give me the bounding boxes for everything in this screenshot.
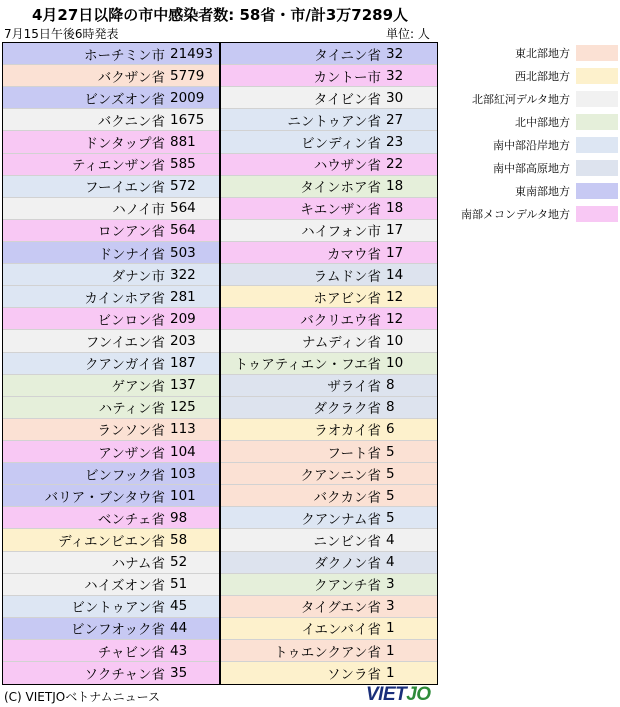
table-row <box>221 485 437 507</box>
case-count: 10 <box>386 355 404 372</box>
legend-swatch <box>576 68 618 84</box>
case-count: 8 <box>386 399 395 416</box>
table-row <box>3 220 219 242</box>
province-name: タイニン省 <box>314 47 381 64</box>
legend-item <box>448 158 618 178</box>
legend-item <box>448 43 618 63</box>
province-name: バクリエウ省 <box>300 312 381 329</box>
table-row <box>221 242 437 264</box>
province-name: カントー市 <box>313 69 381 86</box>
table-row <box>3 154 219 176</box>
table-row <box>3 109 219 131</box>
case-count: 5 <box>386 465 395 482</box>
legend-label: 東北部地方 <box>515 47 570 60</box>
table-row <box>3 662 219 684</box>
vietjo-logo <box>366 684 442 706</box>
province-name: ナムディン省 <box>302 334 381 351</box>
case-count: 503 <box>170 244 196 261</box>
table-row <box>221 308 437 330</box>
unit-label: 単位: 人 <box>386 27 430 41</box>
case-count: 3 <box>386 598 395 615</box>
case-count: 21493 <box>170 45 213 62</box>
case-count: 51 <box>170 576 188 593</box>
logo-accent-text: JO <box>406 684 431 705</box>
province-name: ビントゥアン省 <box>71 600 165 617</box>
table-row <box>221 662 437 684</box>
table-row <box>3 507 219 529</box>
table-row <box>3 419 219 441</box>
copyright-notice: (C) VIETJOベトナムニュース <box>4 690 161 704</box>
province-name: トゥエンクアン省 <box>274 644 381 661</box>
table-row <box>3 87 219 109</box>
case-count: 10 <box>386 332 404 349</box>
table-row <box>3 596 219 618</box>
case-count: 125 <box>170 399 196 416</box>
case-count: 32 <box>386 45 404 62</box>
case-count: 564 <box>170 222 196 239</box>
province-name: ラオカイ省 <box>314 423 381 440</box>
province-name: ドンタップ省 <box>84 135 165 152</box>
logo-main-text: VIET <box>366 684 407 705</box>
case-count: 43 <box>170 642 188 659</box>
legend-swatch <box>576 91 618 107</box>
case-count: 12 <box>386 310 404 327</box>
table-row <box>3 552 219 574</box>
case-count: 4 <box>386 531 395 548</box>
table-row <box>3 176 219 198</box>
legend-item <box>448 89 618 109</box>
province-name: カインホア省 <box>84 290 165 307</box>
case-count: 203 <box>170 332 196 349</box>
table-row <box>3 198 219 220</box>
table-row <box>221 154 437 176</box>
legend-item <box>448 204 618 224</box>
case-count: 209 <box>170 310 196 327</box>
table-row <box>221 463 437 485</box>
province-name: ハナム省 <box>111 556 165 573</box>
province-name: フンイエン省 <box>85 334 165 351</box>
case-count: 1 <box>386 642 395 659</box>
province-name: ロンアン省 <box>98 224 165 241</box>
province-name: クアンガイ省 <box>84 357 165 374</box>
case-count: 137 <box>170 377 196 394</box>
case-count: 5 <box>386 509 395 526</box>
province-name: ビンロン省 <box>97 312 165 329</box>
table-column-left <box>3 43 221 684</box>
case-count: 45 <box>170 598 188 615</box>
province-name: ソンラ省 <box>327 667 381 684</box>
legend-label: 西北部地方 <box>515 69 570 83</box>
table-row <box>3 308 219 330</box>
case-count-table <box>2 42 438 685</box>
table-row <box>3 463 219 485</box>
case-count: 22 <box>386 156 404 173</box>
province-name: ハイフォン市 <box>301 224 381 241</box>
legend-label: 南中部沿岸地方 <box>493 139 570 152</box>
case-count: 3 <box>386 576 395 593</box>
province-name: ニントゥアン省 <box>287 113 381 130</box>
case-count: 104 <box>170 443 196 460</box>
table-row <box>3 574 219 596</box>
table-row <box>3 131 219 153</box>
legend-item <box>448 181 618 201</box>
province-name: チャビン省 <box>97 644 165 661</box>
page-title: 4月27日以降の市中感染者数: 58省・市/計3万7289人 <box>31 6 409 24</box>
case-count: 281 <box>170 288 196 305</box>
table-row <box>3 397 219 419</box>
table-row <box>221 220 437 242</box>
case-count: 572 <box>170 178 196 195</box>
table-row <box>221 640 437 662</box>
province-name: ゲアン省 <box>111 379 165 396</box>
province-name: ソクチャン省 <box>84 667 165 684</box>
province-name: ハウザン省 <box>313 158 381 175</box>
case-count: 1 <box>386 665 395 682</box>
case-count: 18 <box>386 178 404 195</box>
legend-label: 北中部地方 <box>515 115 570 129</box>
legend-label: 南中部高原地方 <box>493 161 570 175</box>
case-count: 58 <box>170 531 188 548</box>
table-row <box>221 264 437 286</box>
case-count: 564 <box>170 200 196 217</box>
table-row <box>3 65 219 87</box>
province-name: フーイエン省 <box>84 180 165 197</box>
table-row <box>221 507 437 529</box>
case-count: 27 <box>386 111 404 128</box>
case-count: 98 <box>170 509 188 526</box>
province-name: ハティン省 <box>98 401 165 418</box>
case-count: 2009 <box>170 89 205 106</box>
province-name: カマウ省 <box>327 246 381 263</box>
table-row <box>221 330 437 352</box>
province-name: ホアビン省 <box>313 290 381 307</box>
province-name: タイビン省 <box>313 91 381 108</box>
legend-item <box>448 66 618 86</box>
table-row <box>221 552 437 574</box>
legend-item <box>448 135 618 155</box>
case-count: 35 <box>170 665 188 682</box>
legend-swatch <box>576 183 618 199</box>
case-count: 12 <box>386 288 404 305</box>
case-count: 23 <box>386 133 404 150</box>
table-row <box>221 441 437 463</box>
province-name: トゥアティエン・フエ省 <box>234 357 381 374</box>
table-row <box>221 109 437 131</box>
case-count: 103 <box>170 465 196 482</box>
province-name: ダクラク省 <box>313 401 381 418</box>
province-name: フート省 <box>327 445 381 462</box>
table-row <box>3 264 219 286</box>
case-count: 30 <box>386 89 404 106</box>
province-name: クアンナム省 <box>301 511 381 528</box>
table-row <box>3 375 219 397</box>
case-count: 5 <box>386 443 395 460</box>
province-name: イエンバイ省 <box>301 622 381 639</box>
province-name: ディエンビエン省 <box>58 533 165 550</box>
province-name: ビンズオン省 <box>84 91 165 108</box>
province-name: ホーチミン市 <box>84 47 165 64</box>
table-row <box>3 353 219 375</box>
legend-item <box>448 112 618 132</box>
case-count: 17 <box>386 222 404 239</box>
table-row <box>3 441 219 463</box>
table-row <box>221 353 437 375</box>
case-count: 187 <box>170 355 196 372</box>
table-row <box>221 87 437 109</box>
table-row <box>3 618 219 640</box>
province-name: ティエンザン省 <box>71 158 165 175</box>
province-name: ドンナイ省 <box>98 246 165 263</box>
case-count: 101 <box>170 487 196 504</box>
table-row <box>221 574 437 596</box>
table-row <box>3 529 219 551</box>
table-row <box>3 640 219 662</box>
table-row <box>221 419 437 441</box>
table-row <box>3 286 219 308</box>
table-column-right <box>221 43 437 684</box>
province-name: ダクノン省 <box>314 556 381 573</box>
legend-label: 南部メコンデルタ地方 <box>460 207 570 221</box>
table-row <box>221 618 437 640</box>
case-count: 5 <box>386 487 395 504</box>
province-name: クアンニン省 <box>300 467 381 484</box>
province-name: ビンディン省 <box>301 135 381 152</box>
legend-swatch <box>576 114 618 130</box>
legend-label: 東南部地方 <box>515 185 570 198</box>
province-name: クアンチ省 <box>314 578 381 595</box>
case-count: 1 <box>386 620 395 637</box>
province-name: ニンビン省 <box>313 533 381 550</box>
province-name: ダナン市 <box>111 268 165 285</box>
case-count: 6 <box>386 421 395 438</box>
release-date: 7月15日午後6時発表 <box>4 27 119 41</box>
province-name: ベンチェ省 <box>97 511 165 528</box>
province-name: アンザン省 <box>98 445 165 462</box>
table-row <box>221 176 437 198</box>
table-row <box>3 242 219 264</box>
province-name: タイグエン省 <box>300 600 381 617</box>
case-count: 4 <box>386 554 395 571</box>
province-name: ザライ省 <box>327 379 381 396</box>
table-row <box>3 485 219 507</box>
legend-label: 北部紅河デルタ地方 <box>471 93 570 106</box>
table-row <box>221 65 437 87</box>
table-row <box>221 198 437 220</box>
case-count: 18 <box>386 200 404 217</box>
case-count: 32 <box>386 67 404 84</box>
province-name: タインホア省 <box>300 180 381 197</box>
province-name: ラムドン省 <box>313 268 381 285</box>
province-name: バクカン省 <box>313 489 381 506</box>
table-row <box>3 330 219 352</box>
table-row <box>221 43 437 65</box>
province-name: ハノイ市 <box>112 202 165 219</box>
case-count: 1675 <box>170 111 205 128</box>
table-row <box>221 529 437 551</box>
case-count: 14 <box>386 266 404 283</box>
case-count: 113 <box>170 421 196 438</box>
case-count: 8 <box>386 377 395 394</box>
case-count: 44 <box>170 620 188 637</box>
legend-swatch <box>576 160 618 176</box>
case-count: 5779 <box>170 67 205 84</box>
province-name: ビンフオック省 <box>71 622 165 639</box>
table-row <box>3 43 219 65</box>
province-name: バリア・ブンタウ省 <box>44 489 165 506</box>
table-row <box>221 397 437 419</box>
province-name: ランソン省 <box>97 423 165 440</box>
province-name: バクザン省 <box>97 69 165 86</box>
case-count: 17 <box>386 244 404 261</box>
legend-swatch <box>576 206 618 222</box>
legend-swatch <box>576 137 618 153</box>
case-count: 52 <box>170 554 188 571</box>
province-name: ハイズオン省 <box>84 578 165 595</box>
province-name: バクニン省 <box>97 113 165 130</box>
table-row <box>221 131 437 153</box>
case-count: 322 <box>170 266 196 283</box>
table-row <box>221 375 437 397</box>
table-row <box>221 286 437 308</box>
case-count: 585 <box>170 156 196 173</box>
legend-swatch <box>576 45 618 61</box>
province-name: ビンフック省 <box>84 467 165 484</box>
province-name: キエンザン省 <box>300 202 381 219</box>
case-count: 881 <box>170 133 196 150</box>
table-row <box>221 596 437 618</box>
